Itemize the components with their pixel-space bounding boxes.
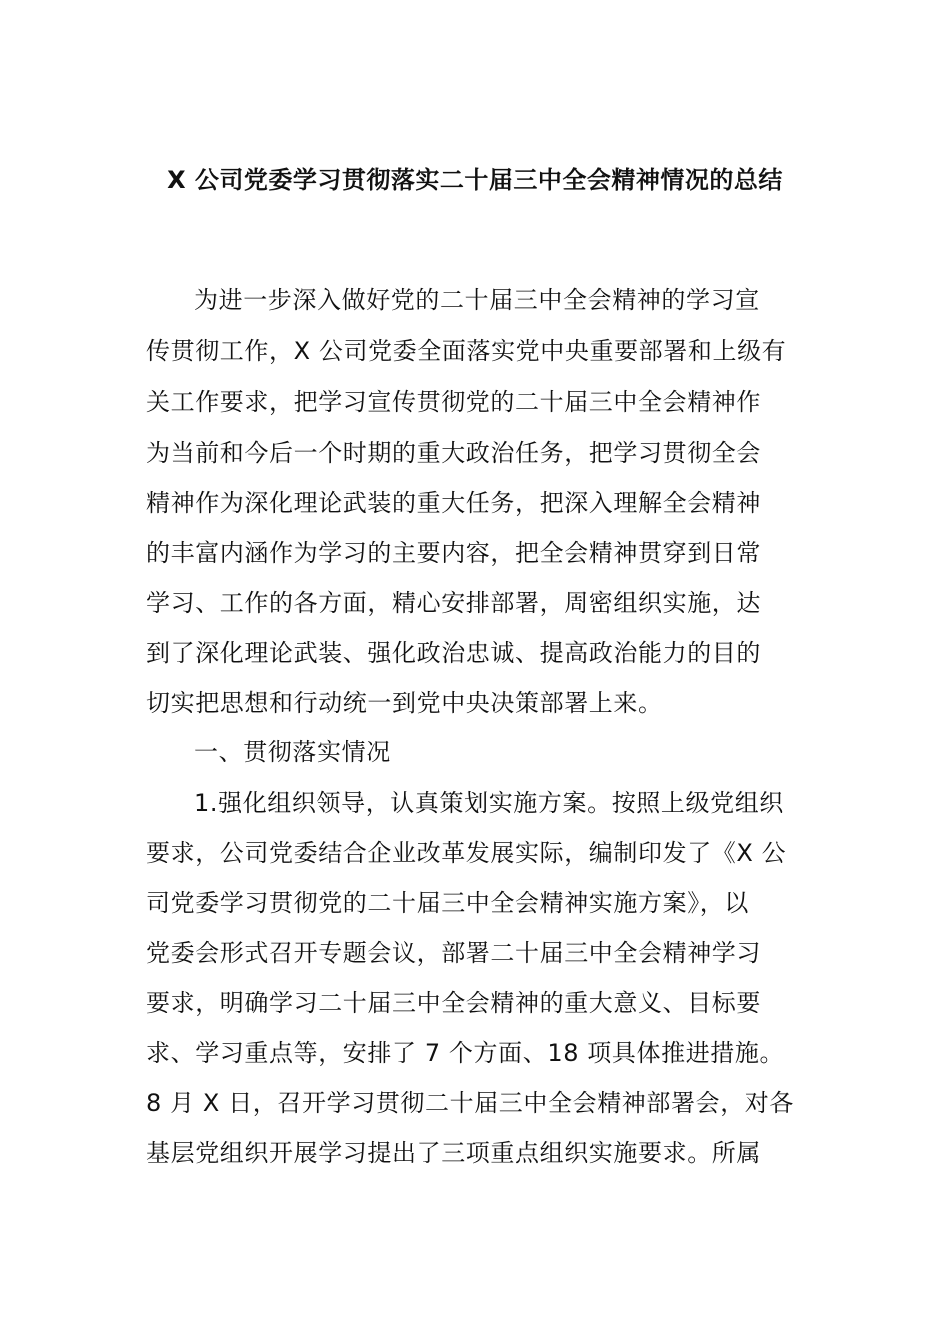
paragraph-line: 1.强化组织领导，认真策划实施方案。按照上级党组织 [194, 789, 784, 817]
paragraph-line: 司党委学习贯彻党的二十届三中全会精神实施方案》，以 [146, 889, 749, 917]
section-heading: 一、贯彻落实情况 [194, 738, 391, 766]
paragraph-line: 基层党组织开展学习提出了三项重点组织实施要求。所属 [146, 1139, 761, 1167]
paragraph-line: 党委会形式召开专题会议，部署二十届三中全会精神学习 [146, 939, 761, 967]
paragraph-line: 8 月 X 日，召开学习贯彻二十届三中全会精神部署会，对各 [146, 1089, 794, 1117]
paragraph-line: 为当前和今后一个时期的重大政治任务，把学习贯彻全会 [146, 439, 761, 467]
paragraph-line: 关工作要求，把学习宣传贯彻党的二十届三中全会精神作 [146, 388, 761, 416]
paragraph-line: 到了深化理论武装、强化政治忠诚、提高政治能力的目的 [146, 639, 761, 667]
paragraph-line: 学习、工作的各方面，精心安排部署，周密组织实施，达 [146, 589, 761, 617]
paragraph-line: 切实把思想和行动统一到党中央决策部署上来。 [146, 689, 663, 717]
document-title: X 公司党委学习贯彻落实二十届三中全会精神情况的总结 [167, 166, 783, 194]
paragraph-line: 的丰富内涵作为学习的主要内容，把全会精神贯穿到日常 [146, 539, 761, 567]
paragraph-line: 要求，明确学习二十届三中全会精神的重大意义、目标要 [146, 989, 761, 1017]
paragraph-line: 为进一步深入做好党的二十届三中全会精神的学习宣 [194, 286, 760, 314]
paragraph-line: 传贯彻工作，X 公司党委全面落实党中央重要部署和上级有 [146, 337, 787, 365]
paragraph-line: 精神作为深化理论武装的重大任务，把深入理解全会精神 [146, 489, 761, 517]
paragraph-line: 要求，公司党委结合企业改革发展实际，编制印发了《X 公 [146, 839, 787, 867]
paragraph-line: 求、学习重点等，安排了 7 个方面、18 项具体推进措施。 [146, 1039, 785, 1067]
